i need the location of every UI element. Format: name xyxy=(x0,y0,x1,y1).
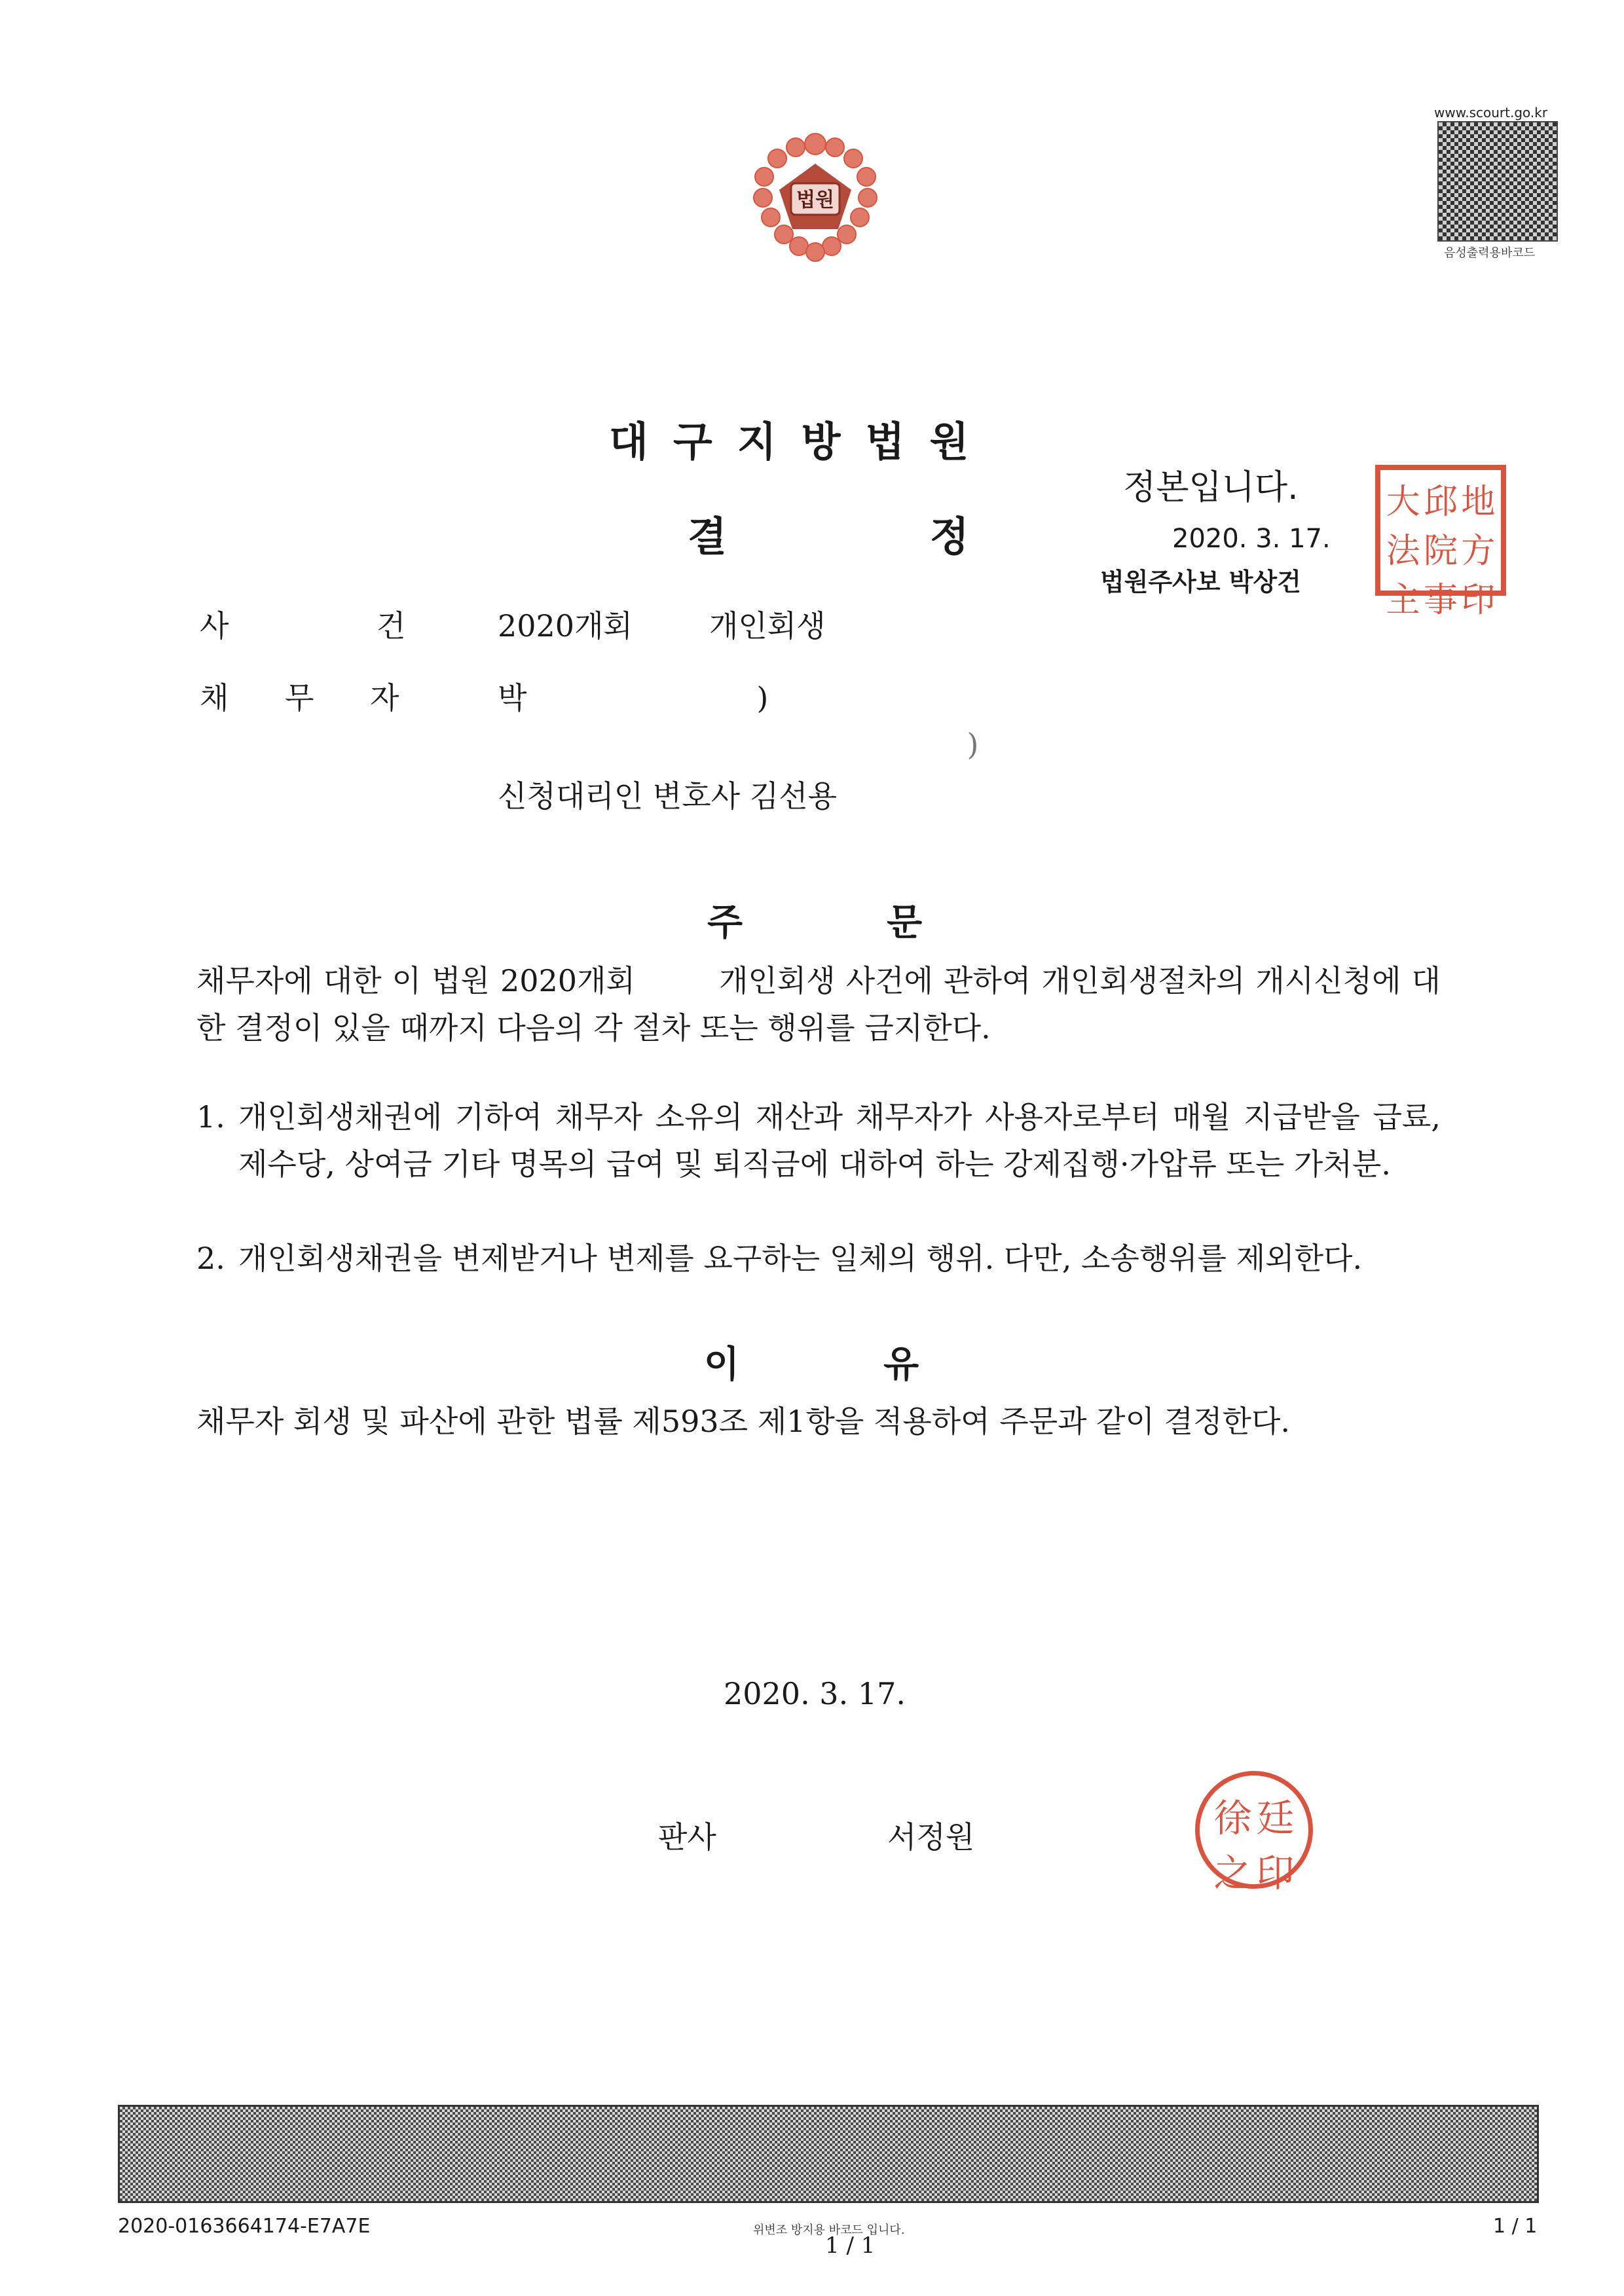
doc-title xyxy=(688,504,969,562)
case-label-char-2: 건 xyxy=(377,608,406,644)
debtor-label-char-1: 채 xyxy=(200,680,229,716)
order-item-number: 2. xyxy=(196,1241,225,1276)
debtor-name: 박 ) xyxy=(498,680,769,716)
certification-text: 정본입니다. xyxy=(1123,468,1299,507)
doc-title-char-2: 정 xyxy=(929,513,969,560)
debtor-label-char-2: 무 xyxy=(285,680,314,716)
order-heading-char-1: 주 xyxy=(707,902,743,944)
reason-heading xyxy=(704,1336,919,1388)
reason-paragraph: 채무자 회생 및 파산에 관한 법률 제593조 제1항을 적용하여 주문과 같이 결정한다. xyxy=(196,1404,1291,1439)
debtor-label xyxy=(200,674,399,718)
anti-forgery-barcode xyxy=(118,2105,1539,2203)
forgery-note: 위변조 방지용 바코드 입니다. xyxy=(753,2223,905,2237)
reason-heading-char-2: 유 xyxy=(883,1343,919,1386)
emblem-label: 법원 xyxy=(796,189,834,211)
page-number-center: 1 / 1 xyxy=(825,2232,876,2259)
doc-title-char-1: 결 xyxy=(688,513,727,560)
debtor-label-char-3: 자 xyxy=(370,680,399,716)
certification-date: 2020. 3. 17. xyxy=(1172,524,1331,554)
order-item xyxy=(196,1235,1441,1282)
qr-label: 음성출력용바코드 xyxy=(1444,246,1536,260)
order-item-text: 개인회생채권을 변제받거나 변제를 요구하는 일체의 행위. 다만, 소송행위를 제외한다. xyxy=(238,1241,1363,1276)
judge-title: 판사 xyxy=(658,1819,716,1855)
order-heading xyxy=(707,894,922,946)
decision-date: 2020. 3. 17. xyxy=(724,1676,906,1711)
qr-code xyxy=(1437,121,1558,242)
reason-heading-char-1: 이 xyxy=(704,1343,740,1386)
judge-seal-stamp: 徐 廷 之 印 xyxy=(1195,1771,1313,1889)
judge-name: 서정원 xyxy=(887,1819,975,1855)
clerk-seal-stamp: 大 邱 地 法 院 方 主 事 印 xyxy=(1375,465,1506,596)
debtor-address: ) xyxy=(498,727,979,762)
order-item-text: 개인회생채권에 기하여 채무자 소유의 재산과 채무자가 사용자로부터 매월 지급받을 급료, 제수당, 상여금 기타 명목의 급여 및 퇴직금에 대하여 하는 강제집행·가압류 또는 가처분. xyxy=(238,1099,1441,1182)
court-emblem-icon xyxy=(737,118,894,275)
qr-url: www.scourt.go.kr xyxy=(1434,105,1548,120)
court-name: 대구지방법원 xyxy=(609,418,994,465)
document-id: 2020-0163664174-E7A7E xyxy=(118,2215,371,2238)
order-heading-char-2: 문 xyxy=(887,902,923,944)
case-label-char-1: 사 xyxy=(200,608,229,644)
order-paragraph: 채무자에 대한 이 법원 2020개회 개인회생 사건에 관하여 개인회생절차의 개시신청에 대한 결정이 있을 때까지 다음의 각 절차 또는 행위를 금지한다. xyxy=(196,963,1441,1046)
order-item xyxy=(196,1093,1441,1188)
case-number: 2020개회 개인회생 xyxy=(498,608,826,644)
page-number-right: 1 / 1 xyxy=(1493,2215,1538,2238)
order-item-number: 1. xyxy=(196,1099,225,1135)
certification-clerk: 법원주사보 박상건 xyxy=(1100,568,1301,596)
debtor-attorney: 신청대리인 변호사 김선용 xyxy=(498,778,838,814)
